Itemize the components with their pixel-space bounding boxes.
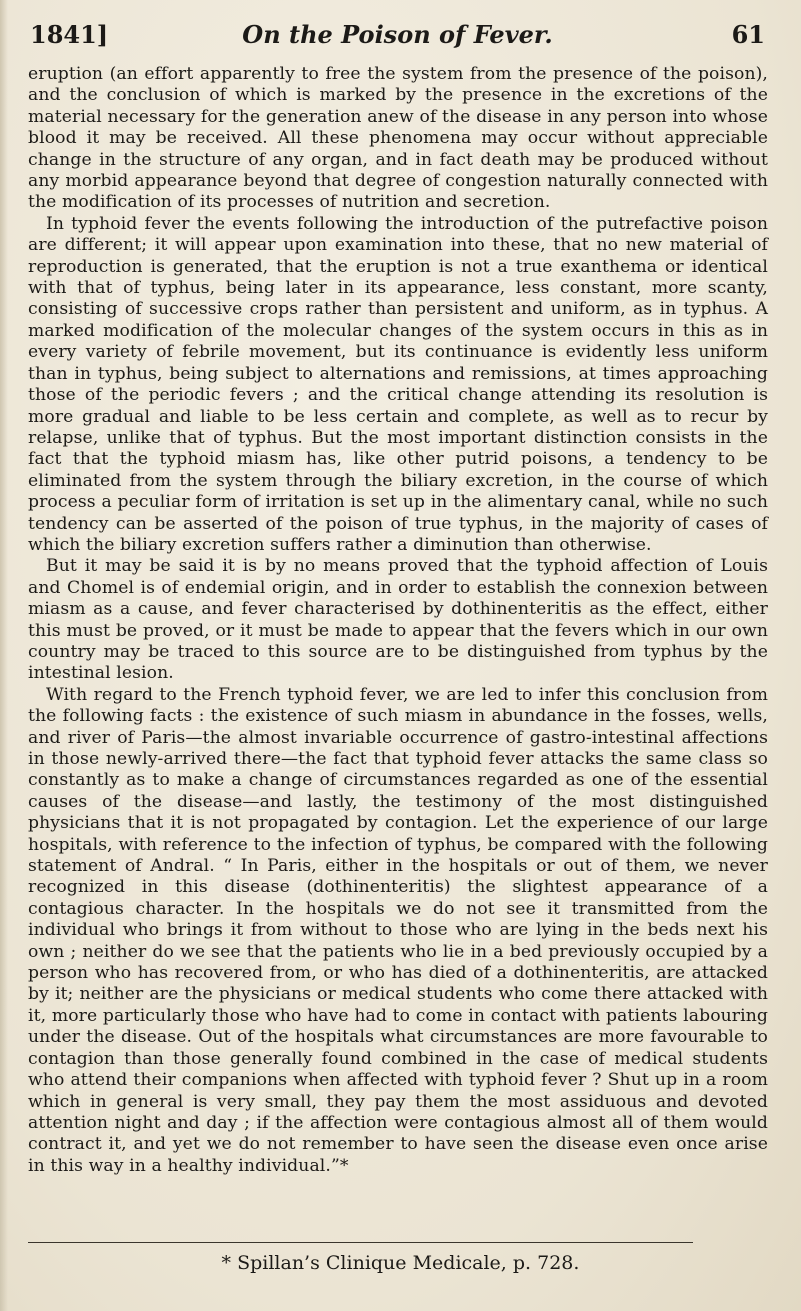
body-text xyxy=(28,64,768,1177)
page-header xyxy=(30,20,765,60)
page-number: 61 xyxy=(731,20,765,49)
header-year: 1841] xyxy=(30,20,109,49)
page-edge-shadow xyxy=(0,0,8,1311)
running-title: On the Poison of Fever. xyxy=(242,20,553,49)
paragraph: With regard to the French typhoid fever, we are led to infer this conclusion from the following facts : the existence of such miasm in abundance in the fosses, wells, and river of Paris—the almost invariable occurrence of gastro-intestinal affections in those newly-arrived there—the fact that typhoid fever attacks the same class so constantly as to make a change of circumstances regarded as one of the essential causes of the disease—and lastly, the testimony of the most distinguished physicians that it is not propagated by contagion. Let the experience of our large hospitals, with reference to the infection of typhus, be compared with the following statement of Andral. “ In Paris, either in the hospitals or out of them, we never recognized in this disease (dothinenteritis) the slightest appearance of a contagious character. In the hospitals we do not see it transmitted from the individual who brings it from without to those who are lying in the beds next his own ; neither do we see that the patients who lie in a bed previously occupied by a person who has recovered from, or who has died of a dothinenteritis, are attacked by it; neither are the physicians or medical students who come there attacked with it, more particularly those who have had to come in contact with patients labouring under the disease. Out of the hospitals what circumstances are more favourable to contagion than those generally found combined in the case of medical students who attend their companions when affected with typhoid fever ? Shut up in a room which in general is very small, they pay them the most assiduous and devoted attention night and day ; if the affection were contagious almost all of them would contract it, and yet we do not remember to have seen the disease even once arise in this way in a healthy individual.”* xyxy=(28,684,768,1176)
paragraph: But it may be said it is by no means proved that the typhoid affection of Louis and Chomel is of endemial origin, and in order to establish the connexion between miasm as a cause, and fever characterised by dothinenteritis as the effect, either this must be proved, or it must be made to appear that the fevers which in our own country may be traced to this source are to be distinguished from typhus by the intestinal lesion. xyxy=(28,556,768,684)
footnote-rule xyxy=(28,1242,693,1243)
paragraph: eruption (an effort apparently to free the system from the presence of the poison), and the conclusion of which is marked by the presence in the excretions of the material necessary for the generation anew of the disease in any person into whose blood it may be received. All these phenomena may occur without appreciable change in the structure of any organ, and in fact death may be produced without any morbid appearance beyond that degree of congestion naturally connected with the modification of its processes of nutrition and secretion. xyxy=(28,64,768,213)
footnote: * Spillan’s Clinique Medicale, p. 728. xyxy=(221,1252,580,1274)
paragraph: In typhoid fever the events following the introduction of the putrefactive poison are different; it will appear upon examination into these, that no new material of reproduction is generated, that the eruption is not a true exanthema or identical with that of typhus, being later in its appearance, less constant, more scanty, consisting of successive crops rather than persistent and uniform, as in typhus. A marked modification of the molecular changes of the system occurs in this as in every variety of febrile movement, but its continuance is evidently less uniform than in typhus, being subject to alternations and remissions, at times approaching those of the periodic fevers ; and the critical change attending its resolution is more gradual and liable to be less certain and complete, as well as to recur by relapse, unlike that of typhus. But the most important distinction consists in the fact that the typhoid miasm has, like other putrid poisons, a tendency to be eliminated from the system through the biliary excretion, in the course of which process a peculiar form of irritation is set up in the alimentary canal, while no such tendency can be asserted of the poison of true typhus, in the majority of cases of which the biliary excretion suffers rather a diminution than otherwise. xyxy=(28,213,768,555)
